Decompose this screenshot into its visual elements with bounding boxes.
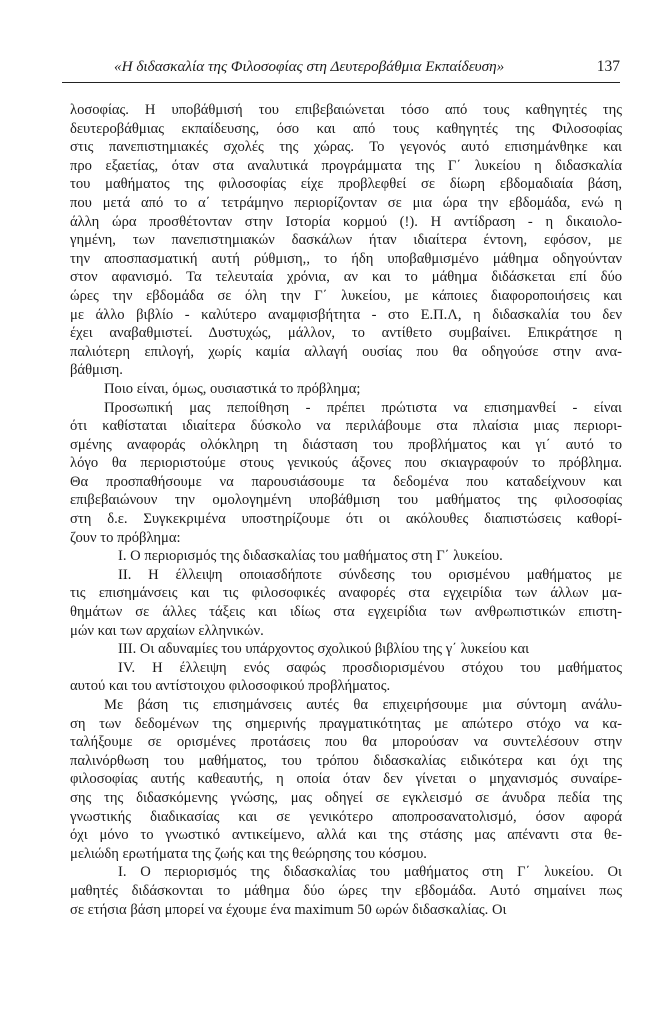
paragraph bbox=[70, 399, 622, 548]
text-line: του μαθήματος της φιλοσοφίας είχε προβλεφθεί σε δίωρη εβδομαδιαία βάση, bbox=[70, 176, 622, 193]
text-line: ότι καθίσταται ιδιαίτερα δύσκολο να περιλάβουμε στα πλαίσια μιας περιορι- bbox=[70, 418, 622, 435]
paragraph bbox=[70, 640, 622, 659]
text-line: στις πανεπιστημιακές σχολές της χώρας. Το γεγονός αυτό επισημάνθηκε και bbox=[70, 139, 622, 156]
text-line: άλλη ώρα προσθέτονταν στην Ιστορία κορμού (!). Η αντίδραση - η δικαιολο- bbox=[70, 213, 622, 230]
text-line: Ι. Ο περιορισμός της διδασκαλίας του μαθήματος στη Γ΄ λυκείου. bbox=[118, 548, 503, 565]
running-head: «Η διδασκαλία της Φιλοσοφίας στη Δευτεροβάθμια Εκπαίδευση» bbox=[114, 58, 505, 75]
text-line: επιβεβαιώνουν την ομολογημένη υποβάθμιση του μαθήματος της φιλοσοφίας bbox=[70, 492, 622, 509]
paragraph bbox=[70, 566, 622, 640]
text-line: μελιώδη ερωτήματα της ζωής και της θεώρησης του κόσμου. bbox=[70, 845, 427, 862]
text-line: που μετά από το α΄ τετράμηνο περιορίζονταν σε μια ώρα την εβδομάδα, ενώ η bbox=[70, 194, 622, 211]
paragraph bbox=[70, 101, 622, 380]
header-rule bbox=[62, 82, 620, 83]
text-line: σμένης αναφοράς ολόκληρη τη διάσταση του προβλήματος και γι΄ αυτό το bbox=[70, 436, 622, 453]
paragraph bbox=[70, 696, 622, 863]
text-line: Με βάση τις επισημάνσεις αυτές θα επιχειρήσουμε μια σύντομη ανάλυ- bbox=[104, 697, 622, 713]
paragraph bbox=[70, 659, 622, 696]
text-line: σης της διδασκόμενης γνώσης, μας οδηγεί σε εγκλεισμό σε άνυδρα πεδία της bbox=[70, 789, 622, 806]
page-header bbox=[62, 58, 620, 80]
text-line: Προσωπική μας πεποίθηση - πρέπει πρώτιστα να επισημανθεί - είναι bbox=[104, 399, 622, 416]
text-line: Θα προσπαθήσουμε να παρουσιάσουμε τα δεδομένα που καταδείχνουν και bbox=[70, 473, 622, 490]
page-number: 137 bbox=[596, 58, 620, 75]
text-line: λόγο θα περιοριστούμε στους γενικούς άξονες που σκιαγραφούν το πρόβλημα. bbox=[70, 455, 622, 472]
text-line: γνωστικής διαδικασίας και σε γενικότερο αποπροσανατολισμό, όσον αφορά bbox=[70, 808, 622, 825]
text-line: θημάτων σε άλλες τάξεις και ιδίως στα εγχειρίδια των ανθρωπιστικών επιστη- bbox=[70, 604, 622, 621]
text-line: αυτού και του αντίστοιχου φιλοσοφικού προβλήματος. bbox=[70, 678, 391, 695]
text-line: στον αφανισμό. Τα τελευταία χρόνια, αν και το μάθημα διδάσκεται επί δύο bbox=[70, 269, 622, 286]
text-line: βάθμιση. bbox=[70, 362, 123, 379]
text-line: ΙV. Η έλλειψη ενός σαφώς προσδιορισμένου στόχου του μαθήματος bbox=[118, 659, 622, 676]
text-line: παλινόρθωση του μαθήματος, του τρόπου διδασκαλίας ειδικότερα και όχι της bbox=[70, 752, 622, 769]
text-line: μών και των αρχαίων ελληνικών. bbox=[70, 622, 264, 639]
paragraph bbox=[70, 863, 622, 919]
text-line: λοσοφίας. Η υποβάθμισή του επιβεβαιώνεται τόσο από τους καθηγητές της bbox=[70, 102, 622, 118]
text-line: την αποσπασματική αυτή ρύθμιση,, το ήδη υποβαθμισμένο μάθημα οδηγούνταν bbox=[70, 250, 622, 267]
text-line: φιλοσοφίας αυτής καθεαυτής, η οποία όταν δεν γίνεται ο μηχανισμός συναίρε- bbox=[70, 771, 622, 788]
text-line: Ι. Ο περιορισμός της διδασκαλίας του μαθήματος στη Γ΄ λυκείου. Οι bbox=[118, 864, 622, 881]
text-line: στη δ.ε. Συγκεκριμένα υποστηρίζουμε ότι οι ακόλουθες διαπιστώσεις καθορί- bbox=[70, 511, 622, 528]
text-line: με άλλο βιβλίο - καλύτερο αναμφισβήτητα - στο Ε.Π.Λ, η διδασκαλία του δεν bbox=[70, 306, 622, 323]
paragraph bbox=[70, 547, 622, 566]
text-line: παλιότερη επιλογή, χωρίς καμία αλλαγή ουσίας που θα οδηγούσε στην ανα- bbox=[70, 343, 622, 360]
text-line: δευτεροβάθμιας εκπαίδευσης, όσο και από τους καθηγητές της Φιλοσοφίας bbox=[70, 120, 622, 137]
text-line: ώρες την εβδομάδα σε όλη την Γ΄ λυκείου, με κάποιες διαφοροποιήσεις και bbox=[70, 287, 622, 304]
text-line: μαθητές διδάσκονται το μάθημα δύο ώρες την εβδομάδα. Αυτό σημαίνει πως bbox=[70, 882, 622, 899]
text-line: ταλήξουμε σε ορισμένες προτάσεις που θα μπορούσαν να συντελέσουν στην bbox=[70, 734, 622, 751]
text-line: έχει αναβαθμιστεί. Δυστυχώς, μάλλον, το αντίθετο συμβαίνει. Επικράτησε η bbox=[70, 325, 622, 342]
text-line: σε ετήσια βάση μπορεί να έχουμε ένα maximum 50 ωρών διδασκαλίας. Οι bbox=[70, 901, 507, 918]
paragraph bbox=[70, 380, 622, 399]
text-line: γημένη, των πανεπιστημιακών δασκάλων ήταν ιδιαίτερα έντονη, εφόσον, με bbox=[70, 232, 622, 249]
text-line: ση των δεδομένων της σημερινής πραγματικότητας με απώτερο στόχο να κα- bbox=[70, 715, 622, 732]
text-line: όχι μόνο το γνωστικό αντικείμενο, αλλά και της στάσης μας απέναντι στα θε- bbox=[70, 827, 622, 844]
text-line: τις επισημάνσεις και τις φιλοσοφικές αναφορές στα εγχειρίδια των άλλων μα- bbox=[70, 585, 622, 602]
text-line: Ποιο είναι, όμως, ουσιαστικά το πρόβλημα; bbox=[104, 380, 361, 397]
text-line: προ εξαετίας, όταν στα αναλυτικά προγράμματα της Γ΄ λυκείου η διδασκαλία bbox=[70, 157, 622, 174]
text-line: ζουν το πρόβλημα: bbox=[70, 529, 181, 546]
text-line: ΙΙΙ. Οι αδυναμίες του υπάρχοντος σχολικού βιβλίου της γ΄ λυκείου και bbox=[118, 641, 530, 658]
text-line: ΙΙ. Η έλλειψη οποιασδήποτε σύνδεσης του ορισμένου μαθήματος με bbox=[118, 566, 622, 583]
body-text bbox=[70, 101, 622, 919]
